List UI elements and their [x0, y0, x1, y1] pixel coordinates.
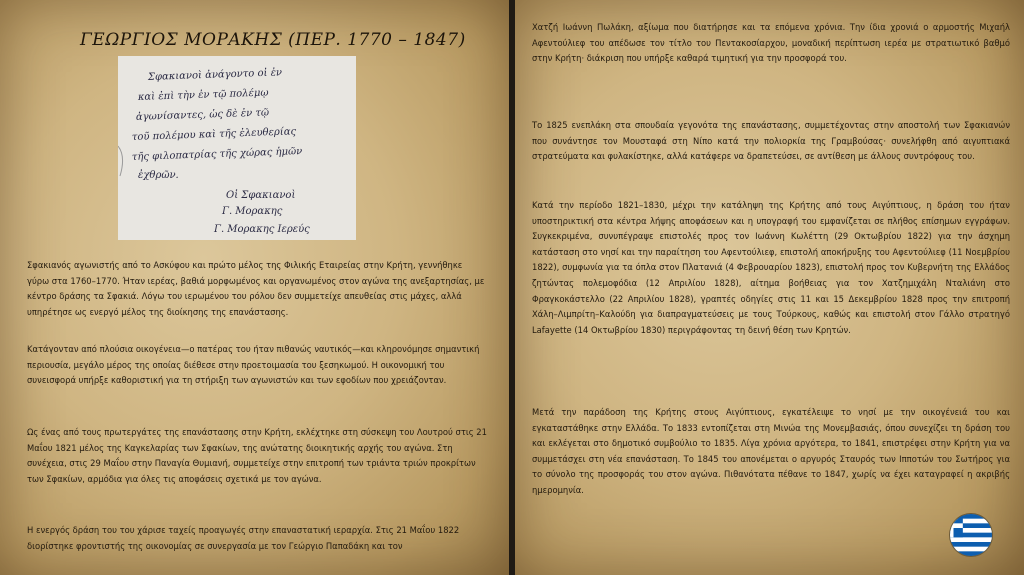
- page-title: ΓΕΩΡΓΙΟΣ ΜΟΡΑΚΗΣ (ΠΕΡ. 1770 – 1847): [80, 30, 466, 50]
- doc-line-3: ἀγωνίσαντες, ὡς δὲ ἐν τῷ: [135, 107, 270, 123]
- right-page: [515, 0, 1024, 575]
- doc-line-1: Σφακιανοὶ ἀνάγοντο οἱ ἐν: [147, 67, 283, 83]
- doc-line-5: τῆς φιλοπατρίας τῆς χώρας ἡμῶν: [131, 146, 303, 163]
- right-paragraph-4: Μετά την παράδοση της Κρήτης στους Αιγύπτιους, εγκατέλειψε το νησί με την οικογένειά του και εγκαταστάθηκε στην Ελλάδα. Το 1833 εντοπίζεται στη Μινώα της Μονεμβασιάς, όπου συνεχίζει τη δράση του και εκλέγεται στο δημοτικό συμβούλιο το 1835. Λίγα χρόνια αργότερα, το 1841, επιστρέφει στην Κρήτη για να συμμετάσχει στη νέα επανάσταση. Το 1845 του απονέμεται ο αργυρός Σταυρός των Ιπποτών του Σωτήρος για το σύνολο της προσφοράς του στον αγώνα. Πιθανότατα πέθανε το 1847, χωρίς να έχει καταγραφεί η ακριβής ημερομηνία.: [532, 407, 1010, 495]
- left-paragraph-4: Η ενεργός δράση του του χάρισε ταχείς προαγωγές στην επαναστατική ιεραρχία. Στις 21 Μαΐου 1822 διορίστηκε φροντιστής της οικονομίας σε συνεργασία με τον Γεώργιο Παπαδάκη και τον: [27, 525, 460, 551]
- left-page: [0, 0, 509, 575]
- handwritten-document-svg: [118, 56, 356, 240]
- doc-line-9: Γ. Μορακης Ιερεύς: [214, 224, 310, 235]
- doc-line-4: τοῦ πολέμου καὶ τῆς ἐλευθερίας: [131, 126, 297, 143]
- greek-flag-icon: [950, 514, 992, 556]
- left-paragraph-1: Σφακιανός αγωνιστής από το Ασκύφου και πρώτο μέλος της Φιλικής Εταιρείας στην Κρήτη, γεννήθηκε γύρω στα 1760–1770. Ήταν ιερέας, βαθιά μορφωμένος και οργανωμένος στον αγώνα της ανεξαρτησίας, με κέντρο δράσης τα Σφακιά. Λόγω του ιερωμένου του ρόλου δεν συμμετείχε απευθείας στις μάχες, αλλά υπηρέτησε ως ενεργό μέλος της διοίκησης της επανάστασης.: [27, 260, 485, 317]
- doc-line-7: Οἱ Σφακιανοὶ: [226, 190, 296, 201]
- right-paragraph-3: Κατά την περίοδο 1821–1830, μέχρι την κατάληψη της Κρήτης από τους Αιγύπτιους, η δράση του ήταν υποστηρικτική στα κέντρα λήψης αποφάσεων και η υπογραφή του εμφανίζεται σε πλήθος επίσημων εγγράφων. Συγκεκριμένα, συνυπέγραψε επιστολές προς τον Ιωάννη Κωλέττη (29 Οκτωβρίου 1822) για την άσχημη κατάσταση στο νησί και την παραίτηση του Αφεντούλιεφ, επιστολή αποκήρυξης του Αφεντούλιεφ (11 Νοεμβρίου 1822), συμφωνία για τα όπλα στον Πλατανιά (4 Φεβρουαρίου 1823), επιστολή προς τον Κυβερνήτη της Ελλάδος ζητώντας πολεμοφόδια (12 Απριλίου 1828), αίτημα βοήθειας για τον Χατζημιχάλη Νταλιάνη στο Φραγκοκάστελλο (22 Απριλίου 1828), γραπτές οδηγίες στις 11 και 15 Δεκεμβρίου 1828 προς την επιτροπή Χάλη–Λιμπρίτη–Καλούδη για διαπραγματεύσεις με τους Τούρκους, καθώς και επιστολή στον Γάλλο στρατηγό Lafayette (14 Οκτωβρίου 1830) περιγράφοντας τη δεινή θέση των Κρητών.: [532, 200, 1010, 335]
- left-paragraph-3: Ως ένας από τους πρωτεργάτες της επανάστασης στην Κρήτη, εκλέχτηκε στη σύσκεψη του Λουτρού στις 21 Μαΐου 1821 μέλος της Καγκελαρίας των Σφακίων, της ανώτατης διοικητικής αρχής του αγώνα. Στη συνέχεια, στις 29 Μαΐου στην Παναγία Θυμιανή, συμμετείχε στην επιτροπή των τριάντα τριών προκρίτων των Σφακίων, αρμόδια για όλες τις αποφάσεις σχετικά με τον αγώνα.: [27, 427, 487, 484]
- doc-line-2: καὶ ἐπὶ τὴν ἐν τῷ πολέμῳ: [137, 87, 269, 103]
- right-paragraph-2: Το 1825 ενεπλάκη στα σπουδαία γεγονότα της επανάστασης, συμμετέχοντας στην αποστολή των Σφακιανών που συνάντησε τον Μουσταφά στη Νίπο κατά την πολιορκία της Γραμβούσας· συνελήφθη από αιγυπτιακά στρατεύματα και φυλακίστηκε, αλλά κατάφερε να δραπετεύσει, σε αντίθεση με άλλους συντρόφους του.: [532, 120, 1010, 162]
- doc-line-6: ἐχθρῶν.: [138, 170, 179, 181]
- doc-line-8: Γ. Μορακης: [222, 206, 283, 217]
- left-paragraph-2: Κατάγονταν από πλούσια οικογένεια—ο πατέρας του ήταν πιθανώς ναυτικός—και κληρονόμησε σημαντική περιουσία, μεγάλο μέρος της οποίας διέθεσε στην προετοιμασία του ξεσηκωμού. Η οικονομική του συνεισφορά υπήρξε καθοριστική για τη στήριξη των αγωνιστών και των εφοδίων που χρειάζονταν.: [27, 344, 480, 386]
- greek-flag-svg: [950, 514, 992, 556]
- handwritten-document-image: [118, 56, 356, 240]
- right-paragraph-1: Χατζή Ιωάννη Πωλάκη, αξίωμα που διατήρησε και τα επόμενα χρόνια. Την ίδια χρονιά ο αρμοστής Μιχαήλ Αφεντούλιεφ του απέδωσε τον τίτλο του Πεντακοσίαρχου, μοναδική περίπτωση ιερέα με στρατιωτικό βαθμό στην Κρήτη· διάκριση που υπήρξε καθαρά τιμητική για την προσφορά του.: [532, 22, 1010, 64]
